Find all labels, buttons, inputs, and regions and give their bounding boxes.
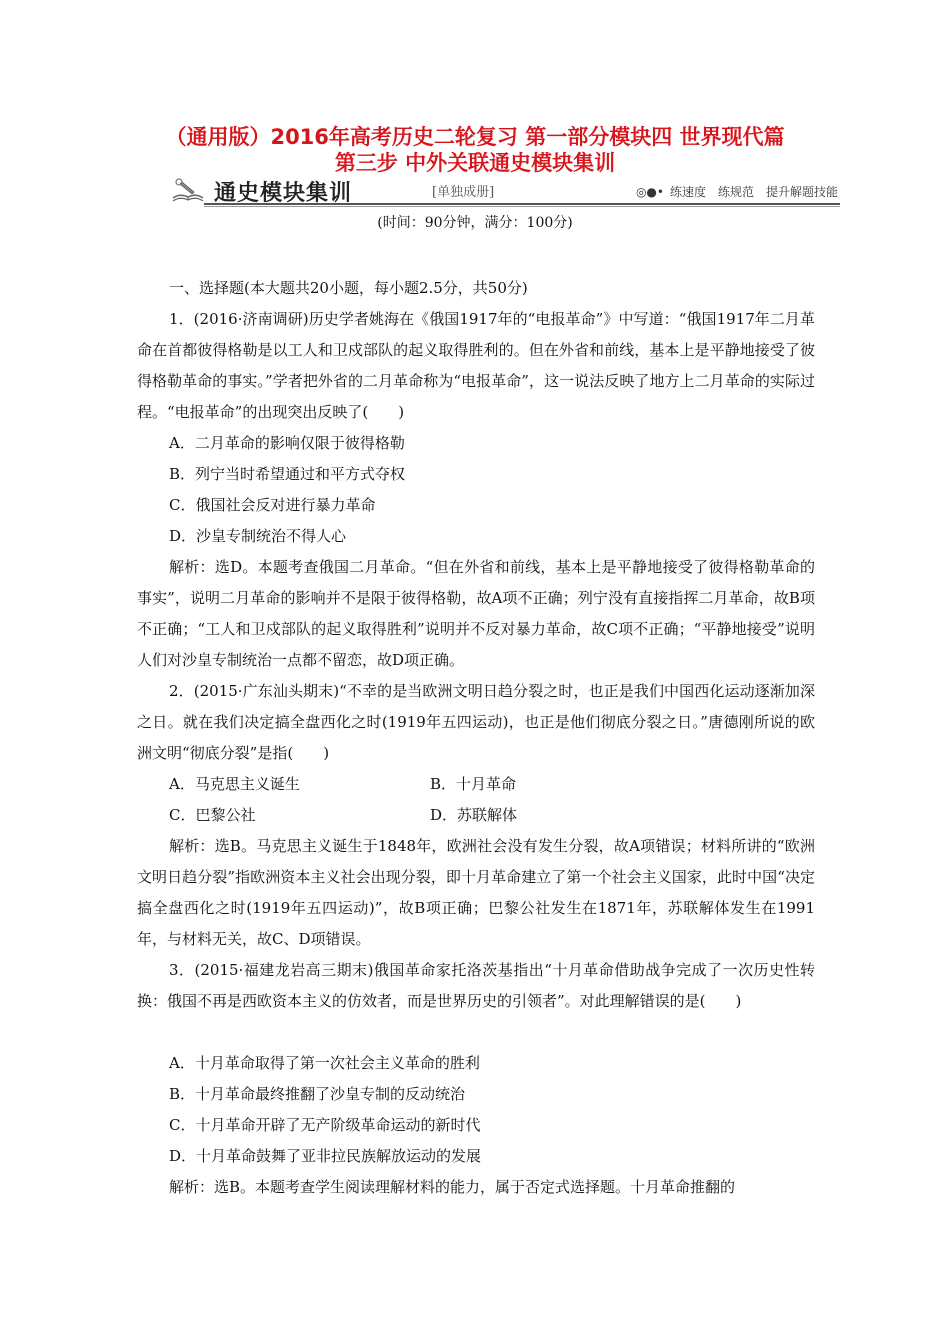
banner-tag: [单独成册] (432, 185, 495, 200)
question-3-option-d: D．十月革命鼓舞了亚非拉民族解放运动的发展 (169, 1147, 482, 1165)
banner-rule (204, 203, 840, 205)
question-2-option-b: B．十月革命 (430, 775, 517, 793)
question-3-option-b: B．十月革命最终推翻了沙皇专制的反动统治 (169, 1085, 466, 1103)
document-title-line2: 第三步 中外关联通史模块集训 (334, 151, 616, 175)
question-2-analysis: 解析：选B。马克思主义诞生于1848年，欧洲社会没有发生分裂，故A项错误；材料所讲的“欧洲文明日趋分裂”指欧洲资本主义社会出现分裂，即十月革命建立了第一个社会主义国家，此时中国“决定搞全盘西化之时(1919年五四运动)”，故B项正确；巴黎公社发生在1871年，苏联解体发生在1991年，与材料无关，故C、D项错误。 (137, 837, 815, 948)
banner-title: 通史模块集训 (214, 181, 353, 206)
question-1-option-b: B．列宁当时希望通过和平方式夺权 (169, 465, 406, 483)
banner-rule-thin (204, 206, 840, 207)
question-3-option-a: A．十月革命取得了第一次社会主义革命的胜利 (169, 1054, 480, 1072)
section-banner (170, 176, 840, 206)
question-1-option-a: A．二月革命的影响仅限于彼得格勒 (169, 434, 405, 452)
question-3-option-c: C．十月革命开辟了无产阶级革命运动的新时代 (169, 1116, 481, 1134)
section-heading: 一、选择题(本大题共20小题，每小题2.5分，共50分) (169, 279, 528, 297)
time-note: (时间：90分钟，满分：100分) (377, 215, 573, 231)
bullet-dots-icon: ◎●• (635, 185, 664, 199)
question-2-option-d: D．苏联解体 (430, 806, 518, 824)
question-1-option-c: C．俄国社会反对进行暴力革命 (169, 496, 376, 514)
question-1-option-d: D．沙皇专制统治不得人心 (169, 527, 347, 545)
question-3-stem: 3．(2015·福建龙岩高三期末)俄国革命家托洛茨基指出“十月革命借助战争完成了一次历史性转换：俄国不再是西欧资本主义的仿效者，而是世界历史的引领者”。对此理解错误的是( ) (137, 961, 815, 1010)
document-title-line1: （通用版）2016年高考历史二轮复习 第一部分模块四 世界现代篇 (165, 125, 785, 149)
book-pen-icon (170, 176, 206, 204)
question-1-stem: 1．(2016·济南调研)历史学者姚海在《俄国1917年的“电报革命”》中写道：“俄国1917年二月革命在首都彼得格勒是以工人和卫戍部队的起义取得胜利的。但在外省和前线，基本上是平静地接受了彼得格勒革命的事实。”学者把外省的二月革命称为“电报革命”，这一说法反映了地方上二月革命的实际过程。“电报革命”的出现突出反映了( ) (137, 310, 815, 421)
question-2-stem: 2．(2015·广东汕头期末)“不幸的是当欧洲文明日趋分裂之时，也正是我们中国西化运动逐渐加深之日。就在我们决定搞全盘西化之时(1919年五四运动)，也正是他们彻底分裂之日。”唐德刚所说的欧洲文明“彻底分裂”是指( ) (137, 682, 815, 762)
question-2-option-a: A．马克思主义诞生 (169, 775, 300, 793)
banner-slogan (636, 183, 838, 200)
question-2-option-c: C．巴黎公社 (169, 806, 256, 824)
question-1-analysis: 解析：选D。本题考查俄国二月革命。“但在外省和前线，基本上是平静地接受了彼得格勒革命的事实”，说明二月革命的影响并不是限于彼得格勒，故A项不正确；列宁没有直接指挥二月革命，故B项不正确；“工人和卫戍部队的起义取得胜利”说明并不反对暴力革命，故C项不正确；“平静地接受”说明人们对沙皇专制统治一点都不留恋，故D项正确。 (137, 558, 815, 669)
banner-slogan-text: 练速度 练规范 提升解题技能 (669, 185, 838, 199)
question-3-analysis: 解析：选B。本题考查学生阅读理解材料的能力，属于否定式选择题。十月革命推翻的 (169, 1178, 736, 1196)
